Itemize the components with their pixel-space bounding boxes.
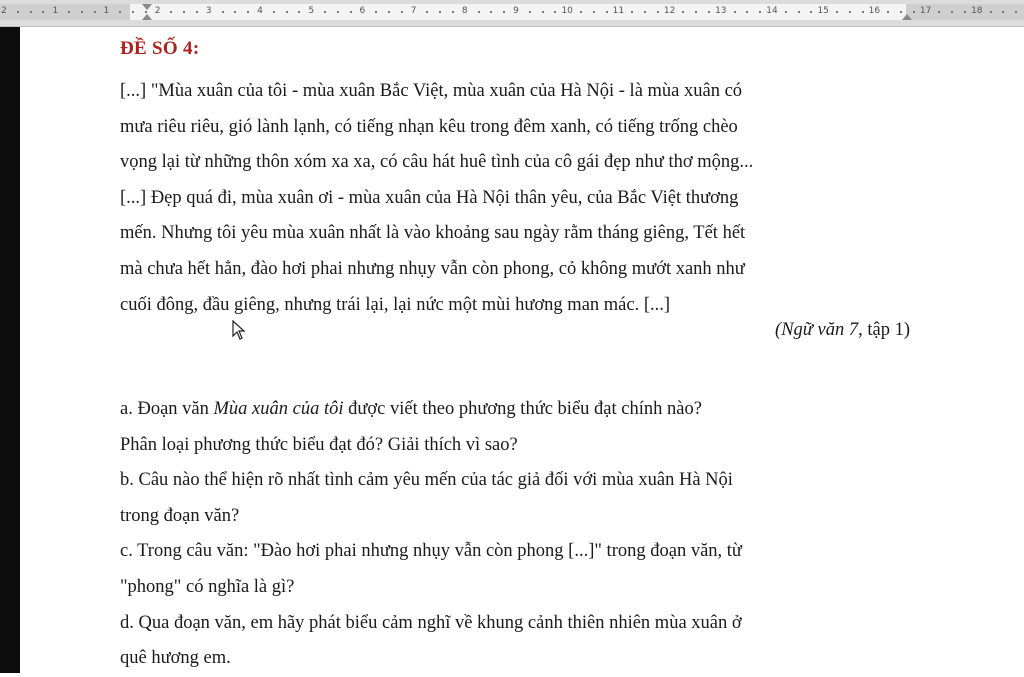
- ruler-tick-mark: [542, 11, 544, 13]
- ruler-tick-mark: [593, 11, 595, 13]
- ruler-tick-mark: [196, 11, 198, 13]
- ruler-tick-mark: [350, 11, 352, 13]
- question-d: d. Qua đoạn văn, em hãy phát biểu cảm nghĩ về khung cảnh thiên nhiên mùa xuân ở: [120, 612, 742, 633]
- ruler-tick-mark: [759, 11, 761, 13]
- ruler-number: 18: [971, 6, 983, 16]
- ruler-number: 5: [308, 6, 315, 16]
- ruler-tick-mark: [554, 11, 556, 13]
- ruler-tick-mark: [606, 11, 608, 13]
- ruler-tick-mark: [644, 11, 646, 13]
- ruler-tick-mark: [836, 11, 838, 13]
- ruler-tick-mark: [478, 11, 480, 13]
- window-left-edge: [0, 0, 20, 673]
- ruler-tick-mark: [286, 11, 288, 13]
- question-a-suffix: được viết theo phương thức biểu đạt chính nào?: [343, 399, 702, 419]
- ruler-tick-mark: [708, 11, 710, 13]
- ruler-tick-mark: [68, 11, 70, 13]
- mouse-pointer-icon: [232, 320, 246, 340]
- first-line-indent-marker[interactable]: [142, 4, 152, 10]
- passage-line: mưa riêu riêu, gió lành lạnh, có tiếng nhạn kêu trong đêm xanh, có tiếng trống chèo: [120, 116, 738, 137]
- ruler-tick-mark: [388, 11, 390, 13]
- ruler-tick-mark: [746, 11, 748, 13]
- ruler-tick-mark: [1002, 11, 1004, 13]
- ruler-tick-mark: [273, 11, 275, 13]
- ruler-number: 4: [257, 6, 263, 16]
- ruler-tick-mark: [42, 11, 44, 13]
- ruler-tick-mark: [81, 11, 83, 13]
- ruler-tick-mark: [964, 11, 966, 13]
- question-c: c. Trong câu văn: "Đào hơi phai nhưng nhụy vẫn còn phong [...]" trong đoạn văn, từ: [120, 541, 742, 562]
- ruler-tick-mark: [170, 11, 172, 13]
- ruler-tick-mark: [529, 11, 531, 13]
- ruler-tick-mark: [849, 11, 851, 13]
- question-b-line2: trong đoạn văn?: [120, 505, 240, 526]
- question-b: b. Câu nào thể hiện rõ nhất tình cảm yêu mến của tác giả đối với mùa xuân Hà Nội: [120, 470, 733, 491]
- question-a: [120, 392, 912, 428]
- passage-line: [...] "Mùa xuân của tôi - mùa xuân Bắc Việt, mùa xuân của Hà Nội - là mùa xuân có: [120, 81, 743, 101]
- ruler-tick-mark: [734, 11, 736, 13]
- question-a-line2: Phân loại phương thức biểu đạt đó? Giải thích vì sao?: [120, 434, 518, 455]
- passage-line: [...] Đẹp quá đi, mùa xuân ơi - mùa xuân của Hà Nội thân yêu, của Bắc Việt thương: [120, 187, 739, 208]
- passage-line: cuối đông, đầu giêng, nhưng trái lại, lại nức một mùi hương man mác. [...]: [120, 294, 671, 315]
- ruler-tick-mark: [337, 11, 339, 13]
- ruler-number: 14: [766, 6, 778, 16]
- ruler-tick-mark: [94, 11, 96, 13]
- passage-line: mà chưa hết hẳn, đào hơi phai nhưng nhụy vẫn còn phong, cỏ không mướt xanh như: [120, 258, 745, 279]
- question-a-title: Mùa xuân của tôi: [213, 399, 344, 419]
- horizontal-ruler[interactable]: [0, 0, 1024, 27]
- ruler-number: 1: [52, 6, 59, 16]
- ruler-tick-mark: [580, 11, 582, 13]
- ruler-tick-mark: [862, 11, 864, 13]
- ruler-tick-mark: [810, 11, 812, 13]
- ruler-tick-mark: [938, 11, 940, 13]
- ruler-number: 6: [359, 6, 366, 16]
- ruler-tick-mark: [695, 11, 697, 13]
- hanging-indent-marker[interactable]: [142, 14, 152, 20]
- right-indent-marker[interactable]: [902, 14, 912, 20]
- ruler-tick-mark: [900, 11, 902, 13]
- ruler-number: 9: [513, 6, 519, 16]
- ruler-tick-mark: [145, 11, 147, 13]
- questions-list: [120, 392, 912, 677]
- passage-line: mến. Nhưng tôi yêu mùa xuân nhất là vào khoảng sau ngày rằm tháng giêng, Tết hết: [120, 223, 746, 244]
- ruler-number: 12: [663, 6, 676, 16]
- ruler-tick-mark: [439, 11, 441, 13]
- ruler-number: 8: [461, 6, 468, 16]
- ruler-tick-mark: [247, 11, 249, 13]
- source-open: (: [775, 320, 782, 340]
- ruler-left-margin: [0, 4, 130, 20]
- ruler-tick-mark: [401, 11, 403, 13]
- ruler-tick-mark: [798, 11, 800, 13]
- ruler-number: 10: [561, 6, 573, 16]
- ruler-tick-mark: [119, 11, 121, 13]
- ruler-number: 2: [154, 6, 161, 16]
- ruler-number: 11: [612, 6, 625, 16]
- exam-heading: ĐỀ SỐ 4:: [120, 38, 200, 59]
- ruler-tick-mark: [990, 11, 992, 13]
- ruler-number: 1: [103, 6, 110, 16]
- ruler-tick-mark: [682, 11, 684, 13]
- source-rest: , tập 1): [858, 320, 910, 340]
- ruler-tick-mark: [452, 11, 454, 13]
- ruler-tick-mark: [426, 11, 428, 13]
- ruler-tick-mark: [17, 11, 19, 13]
- ruler-tick-mark: [298, 11, 300, 13]
- ruler-number: 2: [1, 6, 7, 16]
- question-a-prefix: a. Đoạn văn: [120, 399, 214, 419]
- ruler-tick-mark: [183, 11, 185, 13]
- ruler-tick-mark: [234, 11, 236, 13]
- ruler-tick-mark: [222, 11, 224, 13]
- question-c-line2: "phong" có nghĩa là gì?: [120, 576, 295, 597]
- ruler-number: 16: [868, 6, 881, 16]
- ruler-tick-mark: [1015, 11, 1017, 13]
- ruler-tick-mark: [657, 11, 659, 13]
- ruler-tick-mark: [375, 11, 377, 13]
- passage-line: vọng lại từ những thôn xóm xa xa, có câu hát huê tình của cô gái đẹp như thơ mộng...: [120, 152, 754, 173]
- ruler-tick-mark: [324, 11, 326, 13]
- ruler-number: 3: [205, 6, 212, 16]
- ruler-tick-mark: [913, 11, 915, 13]
- ruler-tick-mark: [951, 11, 953, 13]
- ruler-tick-mark: [490, 11, 492, 13]
- ruler-tick-mark: [785, 11, 787, 13]
- ruler-number: 13: [715, 6, 727, 16]
- ruler-tick-mark: [30, 11, 32, 13]
- ruler-tick-mark: [631, 11, 633, 13]
- ruler-tick-mark: [887, 11, 889, 13]
- question-d-line2: quê hương em.: [120, 648, 231, 669]
- ruler-number: 7: [410, 6, 417, 16]
- ruler-tick-mark: [503, 11, 505, 13]
- ruler-tick-mark: [132, 11, 134, 13]
- ruler-number: 17: [919, 6, 932, 16]
- source-title: Ngữ văn 7: [781, 320, 859, 340]
- passage-paragraph: [120, 74, 912, 323]
- ruler-number: 15: [817, 6, 829, 16]
- passage-source: [775, 320, 910, 341]
